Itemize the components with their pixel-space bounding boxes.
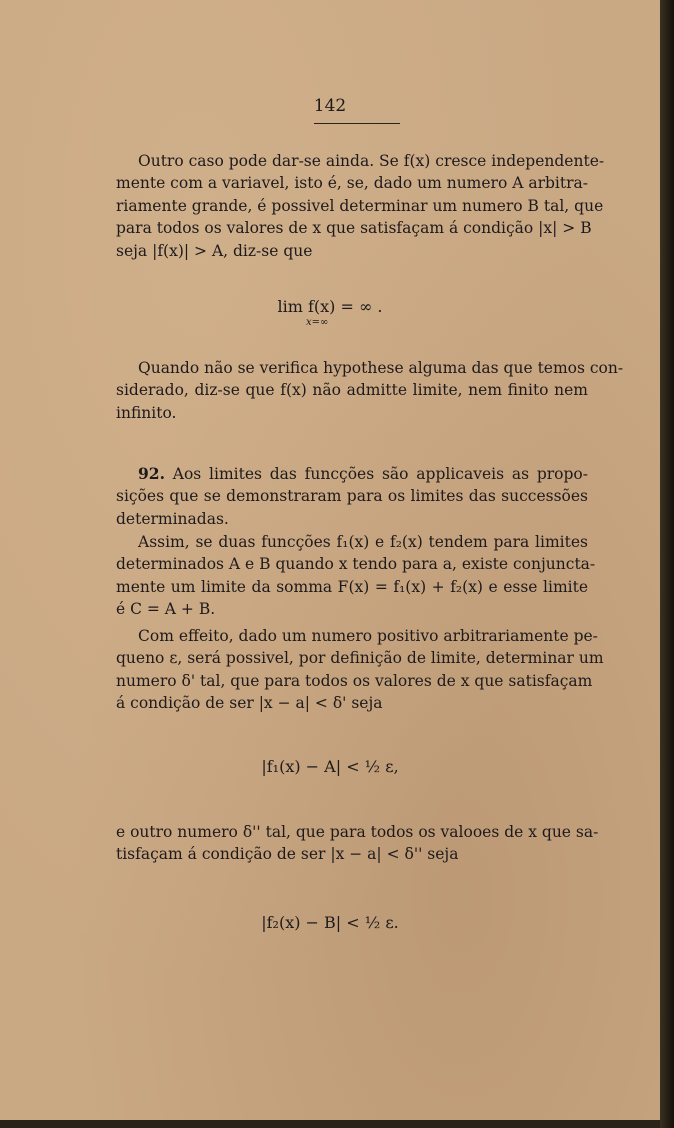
- formula-f2-bound: |f₂(x) − B| < ½ ε.: [261, 913, 399, 932]
- text-line: tisfaçam á condição de ser |x − a| < δ'' seja: [116, 845, 459, 864]
- paragraph-5: [116, 625, 604, 715]
- page-number: 142: [313, 96, 347, 116]
- text-line: Outro caso pode dar-se ainda. Se f(x) cresce independente-: [138, 152, 605, 170]
- section-text: Aos limites das funcções são applicaveis as propo-: [172, 465, 588, 483]
- formula-limit-subscript: x=∞: [306, 317, 329, 328]
- paragraph-6: [116, 821, 599, 866]
- formula-limit-infinity: lim f(x) = ∞ .: [277, 297, 383, 316]
- text-line: é C = A + B.: [116, 600, 216, 619]
- formula-f1-bound: |f₁(x) − A| < ½ ε,: [261, 757, 399, 776]
- text-line: queno ε, será possivel, por definição de limite, determinar um: [116, 649, 604, 668]
- text-line: Com effeito, dado um numero positivo arbitrariamente pe-: [138, 627, 598, 645]
- text-line: [116, 463, 588, 485]
- text-line: sições que se demonstraram para os limites das successões: [116, 487, 588, 506]
- paragraph-2: [116, 357, 624, 424]
- section-number: 92.: [138, 464, 165, 483]
- text-line: Quando não se verifica hypothese alguma das que temos con-: [138, 359, 624, 377]
- text-line: seja |f(x)| > A, diz-se que: [116, 241, 313, 260]
- text-line: infinito.: [116, 403, 177, 422]
- page-edge: [660, 0, 674, 1128]
- text-line: e outro numero δ'' tal, que para todos os valooes de x que sa-: [116, 823, 599, 841]
- text-line: Assim, se duas funcções f₁(x) e f₂(x) tendem para limites: [138, 533, 588, 551]
- text-line: siderado, diz-se que f(x) não admitte limite, nem finito nem: [116, 381, 588, 400]
- section-92: [116, 463, 588, 530]
- text-line: mente com a variavel, isto é, se, dado um numero A arbitra-: [116, 174, 588, 193]
- paragraph-4: [116, 531, 596, 621]
- text-line: riamente grande, é possivel determinar um numero B tal, que: [116, 196, 604, 215]
- header-rule: [314, 123, 400, 124]
- text-line: mente um limite da somma F(x) = f₁(x) + f₂(x) e esse limite: [116, 577, 588, 596]
- text-line: numero δ' tal, que para todos os valores de x que satisfaçam: [116, 671, 593, 690]
- text-line: para todos os valores de x que satisfaçam á condição |x| > B: [116, 219, 592, 238]
- text-line: determinados A e B quando x tendo para a, existe conjuncta-: [116, 555, 596, 574]
- paragraph-1: [116, 150, 605, 262]
- text-line: determinadas.: [116, 509, 229, 528]
- text-line: á condição de ser |x − a| < δ' seja: [116, 694, 383, 713]
